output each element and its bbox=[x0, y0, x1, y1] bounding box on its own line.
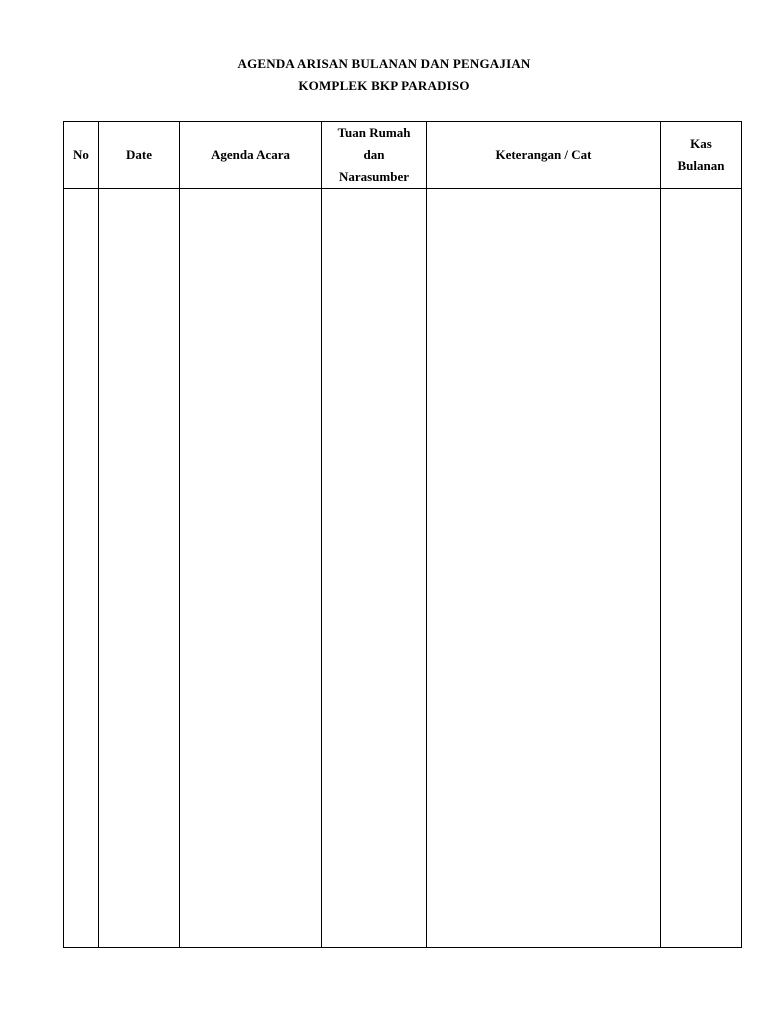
header-host-line2: dan bbox=[363, 147, 385, 162]
agenda-table bbox=[63, 121, 742, 948]
header-host-line3: Narasumber bbox=[338, 169, 410, 184]
header-agenda: Agenda Acara bbox=[180, 122, 322, 189]
header-date: Date bbox=[99, 122, 180, 189]
document-subtitle: KOMPLEK BKP PARADISO bbox=[298, 78, 470, 93]
header-host bbox=[322, 122, 427, 189]
cell-date[interactable] bbox=[99, 189, 180, 948]
cell-agenda[interactable] bbox=[180, 189, 322, 948]
cell-fund[interactable] bbox=[661, 189, 742, 948]
header-fund-line2: Bulanan bbox=[677, 158, 725, 173]
header-fund-line1: Kas bbox=[690, 136, 712, 151]
table-header-row bbox=[64, 122, 742, 189]
header-no: No bbox=[64, 122, 99, 189]
cell-host[interactable] bbox=[322, 189, 427, 948]
header-notes: Keterangan / Cat bbox=[427, 122, 661, 189]
document-title: AGENDA ARISAN BULANAN DAN PENGAJIAN bbox=[237, 56, 531, 71]
cell-no[interactable] bbox=[64, 189, 99, 948]
cell-notes[interactable] bbox=[427, 189, 661, 948]
header-fund bbox=[661, 122, 742, 189]
table-row bbox=[64, 189, 742, 948]
header-host-line1: Tuan Rumah bbox=[337, 125, 411, 140]
